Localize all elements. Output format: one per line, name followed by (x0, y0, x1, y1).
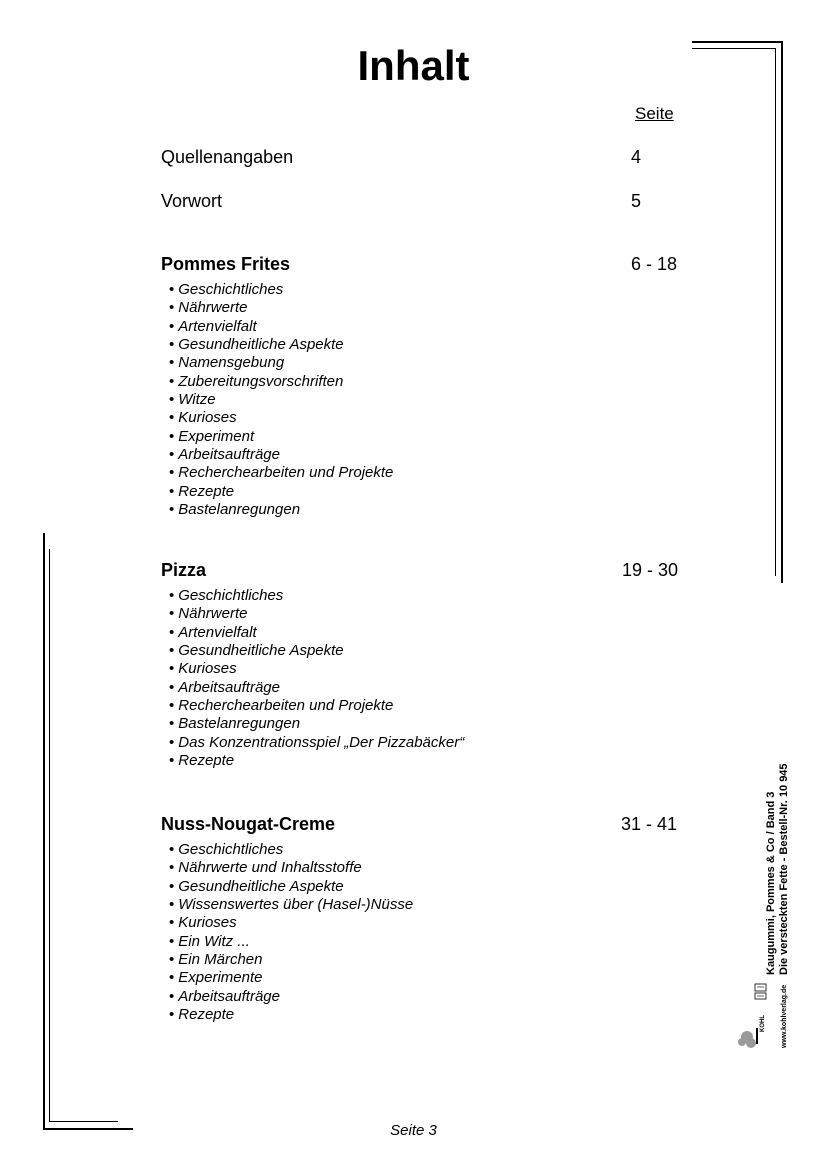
bullet-icon: • (169, 678, 175, 696)
toc-entry-page: 4 (631, 147, 642, 167)
list-item (169, 734, 464, 752)
list-item (169, 878, 413, 896)
toc-entry-label: Vorwort (161, 191, 223, 211)
bullet-icon: • (169, 587, 175, 604)
list-item-text: Zubereitungsvorschriften (178, 372, 344, 390)
list-item (169, 679, 464, 697)
bullet-icon: • (169, 299, 175, 317)
list-item (169, 841, 413, 859)
bullet-icon: • (169, 841, 175, 858)
list-item (169, 501, 393, 519)
publication-info (765, 745, 791, 975)
bullet-icon: • (169, 281, 175, 298)
publisher-website: www.kohlverlag.de (781, 984, 788, 1048)
list-item-text: Experiment (178, 427, 255, 445)
bullet-icon: • (169, 896, 175, 914)
list-item (169, 933, 413, 951)
list-item-text: Kurioses (178, 660, 237, 678)
list-item-text: Kurioses (178, 409, 237, 427)
bullet-icon: • (169, 501, 175, 519)
page-column-header: Seite (635, 104, 674, 123)
list-item (169, 660, 464, 678)
list-item (169, 752, 464, 770)
section-item-list (169, 841, 413, 1024)
list-item-text: Recherchearbeiten und Projekte (178, 464, 394, 482)
list-item-text: Arbeitsaufträge (178, 987, 280, 1005)
list-item (169, 624, 464, 642)
bullet-icon: • (169, 354, 175, 372)
list-item (169, 281, 393, 299)
list-item-text: Bastelanregungen (178, 715, 301, 733)
list-item (169, 969, 413, 987)
bullet-icon: • (169, 317, 175, 335)
list-item (169, 951, 413, 969)
bullet-icon: • (169, 914, 175, 932)
list-item (169, 483, 393, 501)
bullet-icon: • (169, 697, 175, 715)
list-item (169, 318, 393, 336)
list-item (169, 914, 413, 932)
bullet-icon: • (169, 642, 175, 660)
list-item (169, 373, 393, 391)
list-item-text: Artenvielfalt (178, 317, 257, 335)
bullet-icon: • (169, 464, 175, 482)
list-item (169, 428, 393, 446)
section-item-list (169, 281, 393, 519)
bullet-icon: • (169, 951, 175, 969)
bullet-icon: • (169, 715, 175, 733)
list-item-text: Gesundheitliche Aspekte (178, 642, 344, 660)
bullet-icon: • (169, 409, 175, 427)
list-item (169, 354, 393, 372)
list-item-text: Gesundheitliche Aspekte (178, 877, 344, 895)
toc-entry-label: Quellenangaben (161, 147, 294, 167)
list-item-text: Recherchearbeiten und Projekte (178, 697, 394, 715)
section-pages: 19 - 30 (622, 560, 679, 580)
list-item-text: Namensgebung (178, 354, 285, 372)
list-item (169, 587, 464, 605)
page-footer: Seite 3 (390, 1122, 437, 1139)
list-item-text: Rezepte (178, 752, 235, 770)
section-title: Pizza (161, 560, 207, 580)
list-item-text: Experimente (178, 969, 263, 987)
svg-text:KOHL: KOHL (760, 1015, 766, 1032)
list-item-text: Gesundheitliche Aspekte (178, 336, 344, 354)
list-item-text: Arbeitsaufträge (178, 678, 280, 696)
list-item-text: Ein Märchen (178, 951, 263, 969)
list-item (169, 446, 393, 464)
section-title: Pommes Frites (161, 254, 291, 274)
bullet-icon: • (169, 752, 175, 770)
bullet-icon: • (169, 969, 175, 987)
bullet-icon: • (169, 336, 175, 354)
section-pages: 6 - 18 (631, 254, 678, 274)
bullet-icon: • (169, 660, 175, 678)
list-item (169, 697, 464, 715)
bullet-icon: • (169, 605, 175, 623)
list-item (169, 988, 413, 1006)
list-item (169, 391, 393, 409)
list-item (169, 336, 393, 354)
list-item (169, 715, 464, 733)
bullet-icon: • (169, 859, 175, 877)
list-item (169, 642, 464, 660)
bullet-icon: • (169, 372, 175, 390)
publisher-logo-icon (738, 982, 768, 1052)
list-item-text: Kurioses (178, 914, 237, 932)
section-pages: 31 - 41 (621, 814, 678, 834)
section-title: Nuss-Nougat-Creme (161, 814, 336, 834)
list-item-text: Rezepte (178, 482, 235, 500)
list-item-text: Nährwerte (178, 299, 248, 317)
bullet-icon: • (169, 623, 175, 641)
list-item (169, 605, 464, 623)
bullet-icon: • (169, 482, 175, 500)
list-item-text: Geschichtliches (178, 281, 284, 298)
list-item (169, 1006, 413, 1024)
list-item-text: Das Konzentrationsspiel „Der Pizzabäcker“ (178, 733, 465, 751)
list-item-text: Ein Witz ... (178, 932, 250, 950)
publication-order-number: Die versteckten Fette - Bestell-Nr. 10 945 (778, 763, 790, 975)
bullet-icon: • (169, 1006, 175, 1024)
list-item-text: Nährwerte und Inhaltsstoffe (178, 859, 362, 877)
bullet-icon: • (169, 391, 175, 409)
list-item (169, 464, 393, 482)
toc-entry-page: 5 (631, 191, 642, 211)
bullet-icon: • (169, 733, 175, 751)
publication-series: Kaugummi, Pommes & Co / Band 3 (765, 791, 777, 975)
bullet-icon: • (169, 932, 175, 950)
list-item-text: Rezepte (178, 1006, 235, 1024)
list-item-text: Geschichtliches (178, 587, 284, 604)
list-item-text: Nährwerte (178, 605, 248, 623)
bullet-icon: • (169, 427, 175, 445)
section-item-list (169, 587, 464, 770)
list-item (169, 859, 413, 877)
list-item-text: Arbeitsaufträge (178, 446, 280, 464)
list-item-text: Bastelanregungen (178, 501, 301, 519)
list-item (169, 299, 393, 317)
list-item-text: Wissenswertes über (Hasel-)Nüsse (178, 896, 414, 914)
page-title: Inhalt (357, 42, 470, 89)
bullet-icon: • (169, 877, 175, 895)
list-item (169, 409, 393, 427)
list-item-text: Geschichtliches (178, 841, 284, 858)
bullet-icon: • (169, 987, 175, 1005)
list-item-text: Witze (178, 391, 216, 409)
list-item-text: Artenvielfalt (178, 623, 257, 641)
list-item (169, 896, 413, 914)
bullet-icon: • (169, 446, 175, 464)
